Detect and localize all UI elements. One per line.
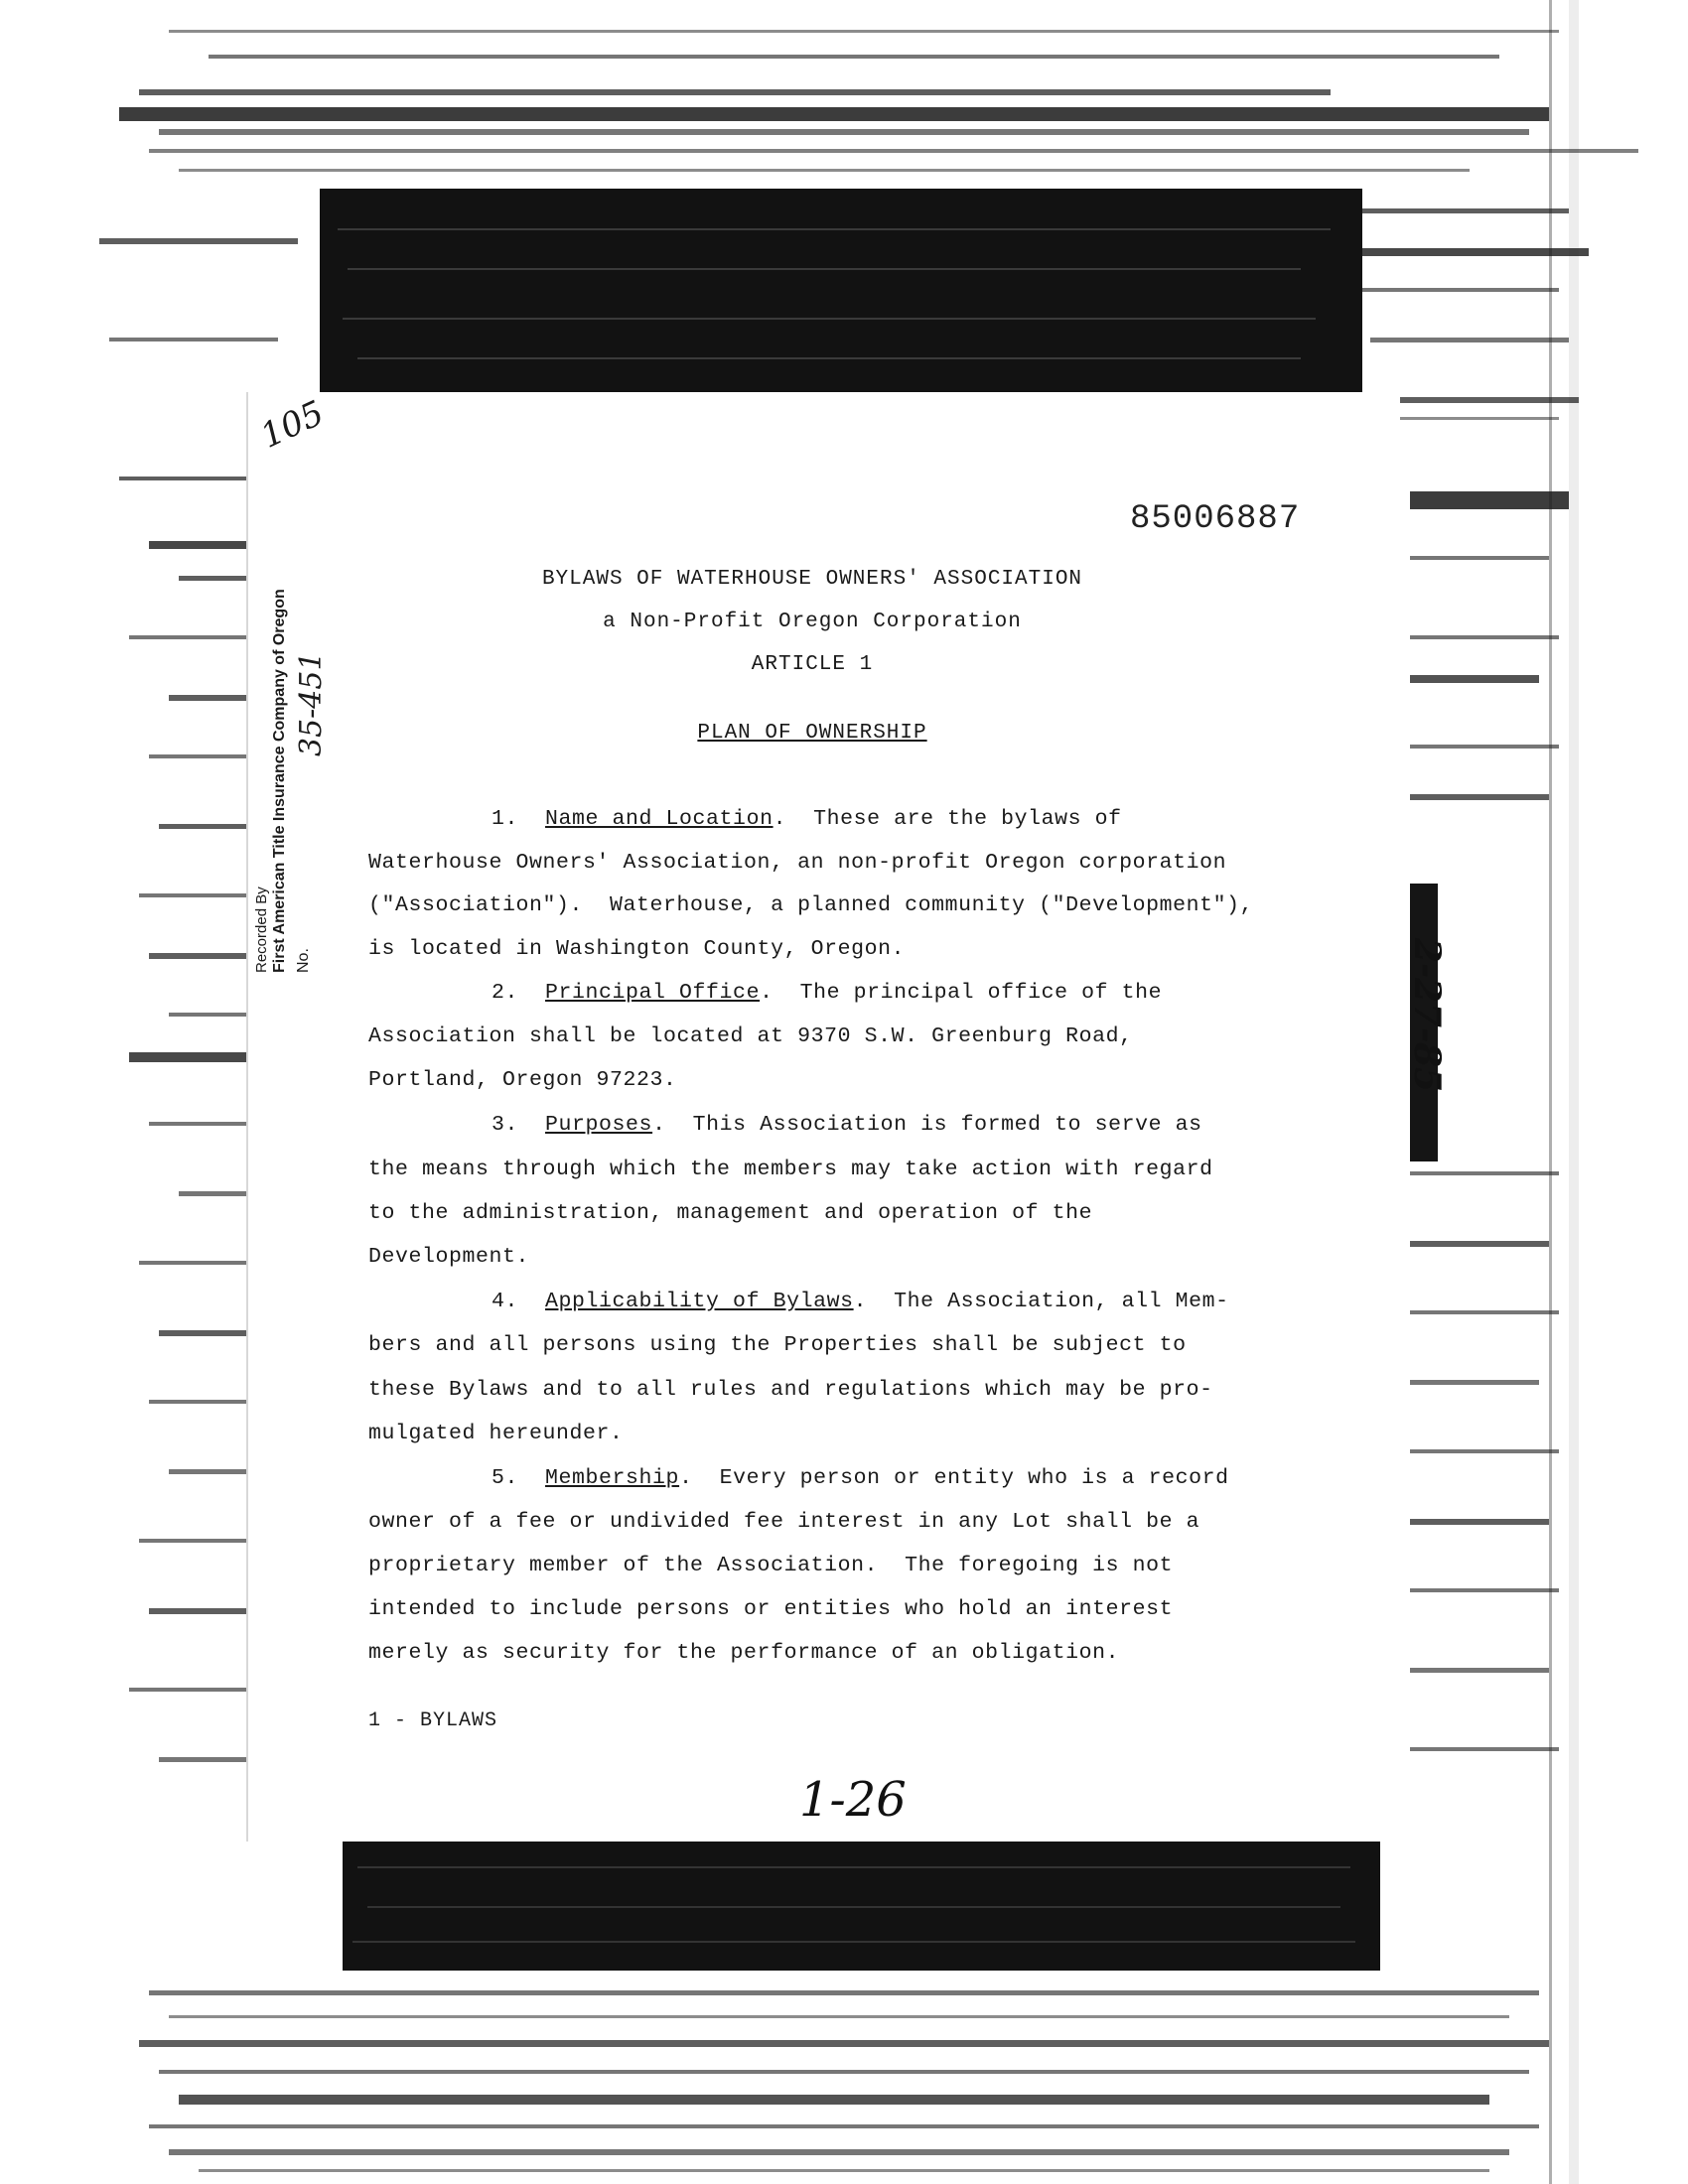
section-2-title: Principal Office [545, 981, 761, 1005]
section-2-line-3: Portland, Oregon 97223. [368, 1068, 677, 1092]
section-5-line-1 [492, 1466, 1229, 1490]
stamp-recording-number: 35-451 [294, 651, 329, 756]
section-2-line-2: Association shall be located at 9370 S.W. Greenburg Road, [368, 1024, 1133, 1048]
section-3-line-3: to the administration, management and operation of the [368, 1201, 1093, 1225]
section-5-line-5: merely as security for the performance of an obligation. [368, 1641, 1120, 1665]
document-number: 85006887 [1130, 500, 1301, 538]
section-2-number: 2. [492, 981, 519, 1005]
section-4-text-1: . The Association, all Mem- [853, 1290, 1229, 1313]
handwritten-page-range: 1-26 [799, 1772, 907, 1828]
article-heading: ARTICLE 1 [751, 653, 874, 676]
section-5-title: Membership [545, 1466, 680, 1490]
section-5-line-2: owner of a fee or undivided fee interest in any Lot shall be a [368, 1510, 1200, 1534]
section-3-line-2: the means through which the members may take action with regard [368, 1158, 1213, 1181]
stamp-no-label: No. [295, 948, 312, 973]
section-1-line-3: ("Association"). Waterhouse, a planned community ("Development"), [368, 893, 1254, 917]
article-title: PLAN OF OWNERSHIP [697, 722, 927, 745]
section-5-line-3: proprietary member of the Association. The foregoing is not [368, 1554, 1174, 1577]
section-3-title: Purposes [545, 1113, 653, 1137]
section-4-title: Applicability of Bylaws [545, 1290, 854, 1313]
handwritten-date: 2-27-85 [1406, 938, 1448, 1093]
section-1-title: Name and Location [545, 807, 774, 831]
stamp-company: First American Title Insurance Company of Oregon [271, 589, 288, 973]
section-1-text-1: . These are the bylaws of [773, 807, 1122, 831]
section-1-line-2: Waterhouse Owners' Association, an non-profit Oregon corporation [368, 851, 1227, 875]
section-3-text-1: . This Association is formed to serve as [652, 1113, 1202, 1137]
section-5-line-4: intended to include persons or entities who hold an interest [368, 1597, 1174, 1621]
handwritten-top-mark: 105 [254, 393, 331, 457]
section-1-line-4: is located in Washington County, Oregon. [368, 937, 906, 961]
stamp-recorded-by: Recorded By [253, 887, 270, 973]
document-title: BYLAWS OF WATERHOUSE OWNERS' ASSOCIATION [541, 568, 1083, 591]
section-3-number: 3. [492, 1113, 519, 1137]
section-2-line-1 [492, 981, 1162, 1005]
section-2-text-1: . The principal office of the [760, 981, 1163, 1005]
section-4-line-3: these Bylaws and to all rules and regulations which may be pro- [368, 1378, 1213, 1402]
section-4-line-1 [492, 1290, 1229, 1313]
section-4-line-4: mulgated hereunder. [368, 1422, 624, 1445]
section-3-line-4: Development. [368, 1245, 530, 1269]
section-1-number: 1. [492, 807, 519, 831]
document-subtitle: a Non-Profit Oregon Corporation [603, 611, 1022, 633]
section-5-text-1: . Every person or entity who is a record [679, 1466, 1229, 1490]
section-5-number: 5. [492, 1466, 519, 1490]
section-3-line-1 [492, 1113, 1202, 1137]
section-1-line-1 [492, 807, 1122, 831]
section-4-line-2: bers and all persons using the Properties shall be subject to [368, 1333, 1187, 1357]
section-4-number: 4. [492, 1290, 519, 1313]
page-footer: 1 - BYLAWS [368, 1709, 498, 1732]
